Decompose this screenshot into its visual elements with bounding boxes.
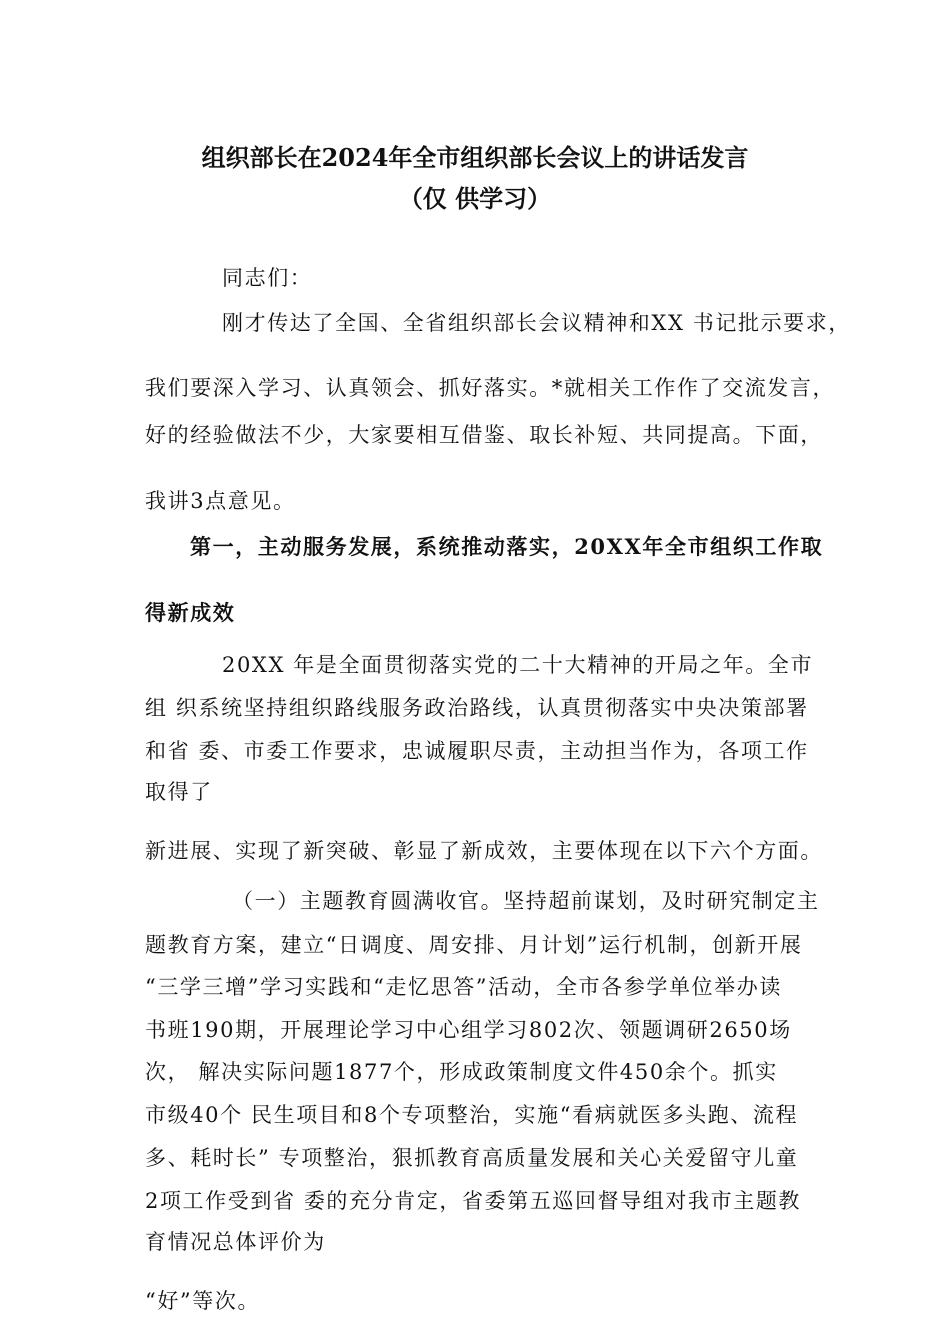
paragraph-line: 取得了 <box>145 780 213 804</box>
paragraph-line: 多、耗时长” 专项整治，狠抓教育高质量发展和关心关爱留守儿童 <box>145 1146 799 1170</box>
paragraph-line: 我讲3点意见。 <box>145 489 296 513</box>
paragraph-line: 组 织系统坚持组织路线服务政治路线，认真贯彻落实中央决策部署 <box>145 696 809 720</box>
paragraph-line: 2项工作受到省 委的充分肯定，省委第五巡回督导组对我市主题教 <box>145 1189 802 1213</box>
paragraph-line: 新进展、实现了新突破、彰显了新成效，主要体现在以下六个方面。 <box>145 839 823 863</box>
paragraph-line: “好”等次。 <box>145 1289 261 1313</box>
paragraph-line: （一）主题教育圆满收官。坚持超前谋划，及时研究制定主 <box>232 889 820 913</box>
paragraph-line: 题教育方案，建立“日调度、周安排、月计划”运行机制，创新开展 <box>145 933 803 957</box>
document-title: 组织部长在2024年全市组织部长会议上的讲话发言 <box>201 143 749 172</box>
paragraph-line: 育情况总体评价为 <box>145 1230 326 1254</box>
paragraph-line: 刚才传达了全国、全省组织部长会议精神和XX 书记批示要求， <box>222 311 851 335</box>
paragraph-line: “三学三增”学习实践和“走忆思答”活动，全市各参学单位举办读 <box>145 975 782 999</box>
paragraph-line: 和省 委、市委工作要求，忠诚履职尽责，主动担当作为，各项工作 <box>145 739 809 763</box>
paragraph-line: 好的经验做法不少，大家要相互借鉴、取长补短、共同提高。下面， <box>145 423 823 447</box>
paragraph-line: 次， 解决实际问题1877个，形成政策制度文件450余个。抓实 <box>145 1060 778 1084</box>
paragraph-line: 20XX 年是全面贯彻落实党的二十大精神的开局之年。全市 <box>222 653 814 677</box>
section-heading: 得新成效 <box>145 600 236 625</box>
paragraph-line: 我们要深入学习、认真领会、抓好落实。*就相关工作作了交流发言， <box>145 376 836 400</box>
paragraph-line: 市级40个 民生项目和8个专项整治，实施“看病就医多头跑、流程 <box>145 1103 799 1127</box>
salutation: 同志们： <box>222 266 313 290</box>
section-heading: 第一，主动服务发展，系统推动落实，20XX年全市组织工作取 <box>190 534 824 559</box>
document-subtitle: （仅 供学习） <box>398 184 552 213</box>
paragraph-line: 书班190期，开展理论学习中心组学习802次、领题调研2650场 <box>145 1018 792 1042</box>
